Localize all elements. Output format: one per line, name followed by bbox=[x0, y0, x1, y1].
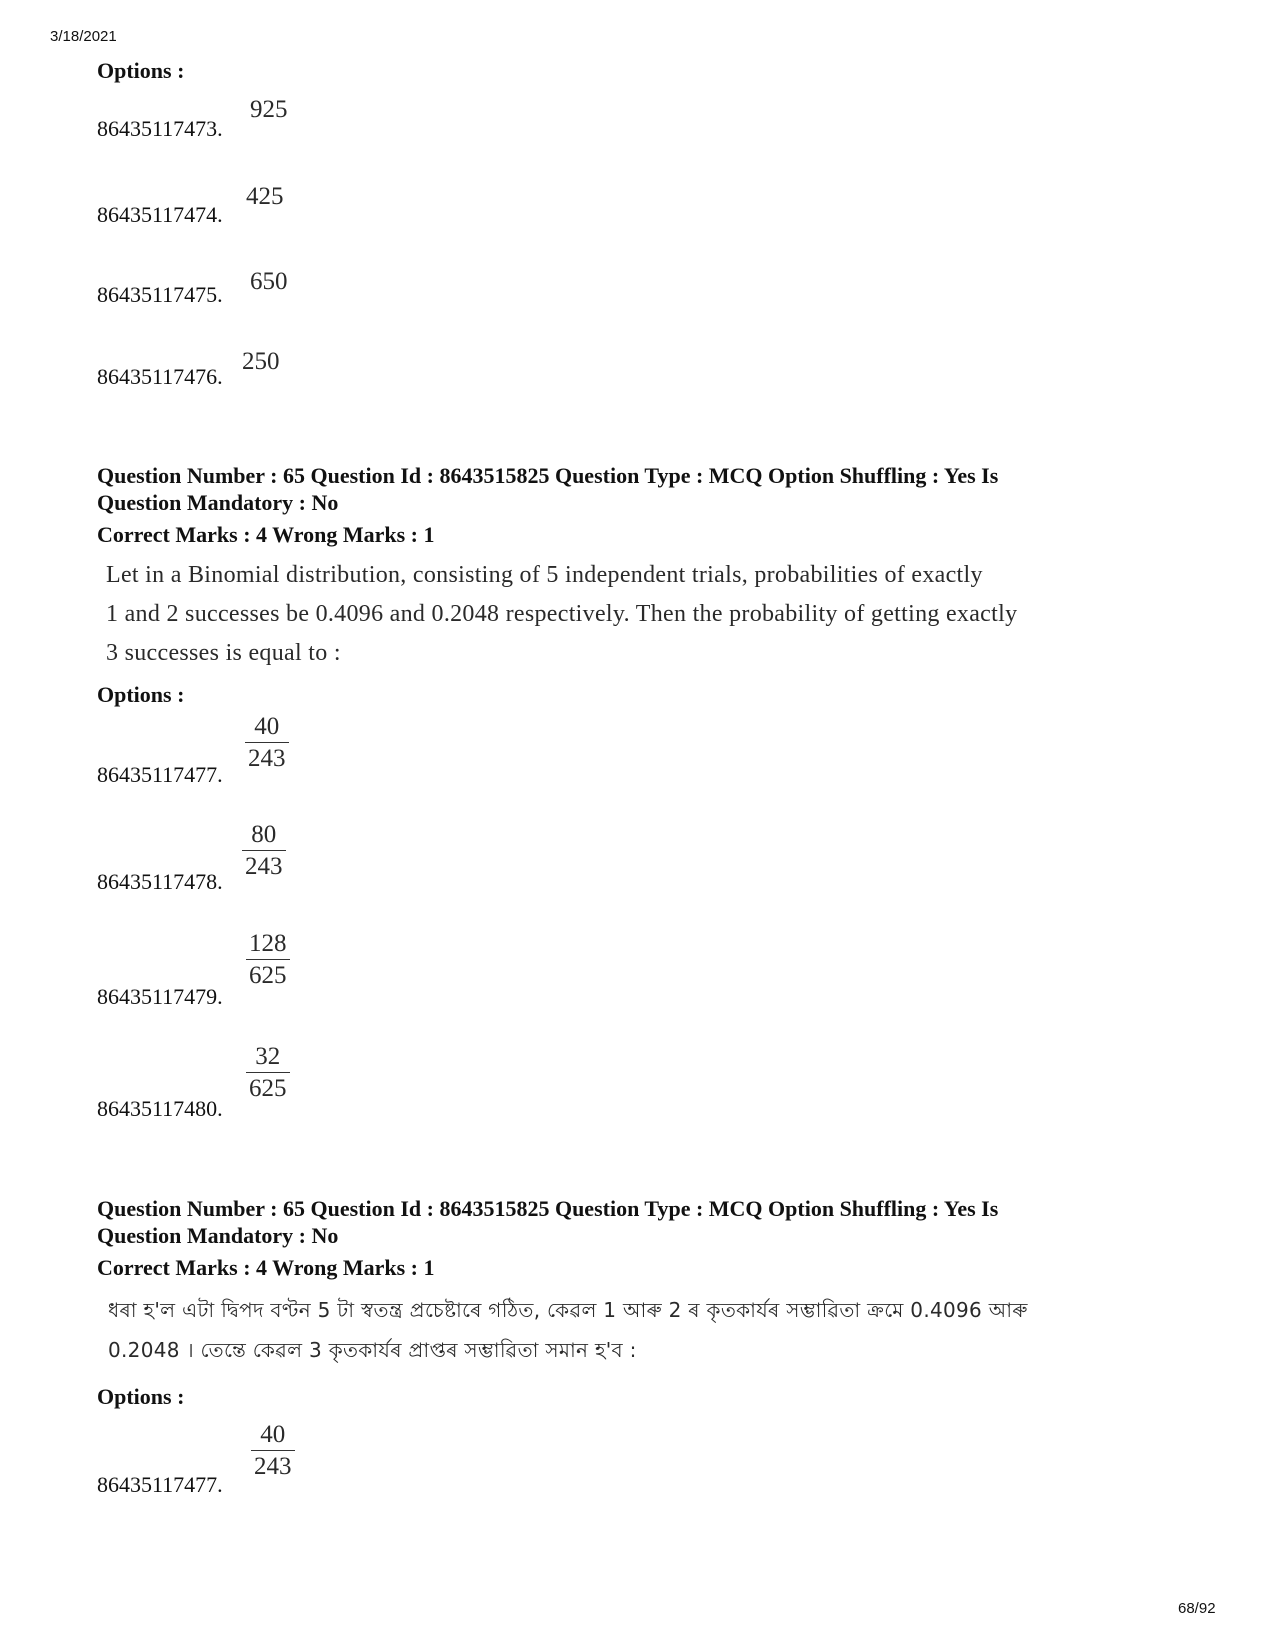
options-label: Options : bbox=[97, 1384, 185, 1409]
option-id: 86435117476. bbox=[97, 364, 223, 389]
fraction-denominator: 625 bbox=[249, 962, 287, 989]
fraction-numerator: 40 bbox=[260, 1421, 286, 1448]
option-id: 86435117473. bbox=[97, 116, 223, 141]
option-fraction bbox=[251, 1420, 295, 1483]
question-text bbox=[106, 556, 1146, 673]
option-id: 86435117477. bbox=[97, 1472, 223, 1497]
option-fraction bbox=[245, 712, 289, 775]
option-fraction bbox=[246, 929, 290, 992]
fraction-denominator: 243 bbox=[254, 1453, 292, 1480]
question-text-line: 0.2048 । তেন্তে কেৱল 3 কৃতকাৰ্যৰ প্ৰাপ্তৰ সম্ভাৱিতা সমান হ'ব : bbox=[108, 1338, 637, 1362]
option-id: 86435117478. bbox=[97, 869, 223, 894]
question-marks: Correct Marks : 4 Wrong Marks : 1 bbox=[97, 522, 435, 547]
option-id: 86435117480. bbox=[97, 1096, 223, 1121]
question-text-line: ধৰা হ'ল এটা দ্বিপদ বণ্টন 5 টা স্বতন্ত্ৰ প্ৰচেষ্টাৰে গঠিত, কেৱল 1 আৰু 2 ৰ কৃতকাৰ্যৰ সম্ভাৱিতা ক্ৰমে 0.4096 আৰু bbox=[108, 1298, 1028, 1322]
print-date: 3/18/2021 bbox=[50, 28, 117, 45]
question-mandatory: Question Mandatory : No bbox=[97, 490, 339, 515]
fraction-denominator: 243 bbox=[248, 745, 286, 772]
question-text-line: 3 successes is equal to : bbox=[106, 640, 341, 666]
option-fraction bbox=[246, 1042, 290, 1105]
question-text-line: 1 and 2 successes be 0.4096 and 0.2048 respectively. Then the probability of getting exactly bbox=[106, 601, 1018, 627]
fraction-denominator: 243 bbox=[245, 853, 283, 880]
question-text-assamese bbox=[108, 1290, 1148, 1370]
option-value: 250 bbox=[242, 348, 280, 375]
question-marks: Correct Marks : 4 Wrong Marks : 1 bbox=[97, 1255, 435, 1280]
question-mandatory: Question Mandatory : No bbox=[97, 1223, 339, 1248]
question-meta: Question Number : 65 Question Id : 8643515825 Question Type : MCQ Option Shuffling : Yes Is bbox=[97, 1196, 999, 1221]
option-id: 86435117479. bbox=[97, 984, 223, 1009]
option-id: 86435117477. bbox=[97, 762, 223, 787]
fraction-numerator: 128 bbox=[249, 930, 287, 957]
option-id: 86435117474. bbox=[97, 202, 223, 227]
options-label: Options : bbox=[97, 58, 185, 83]
question-meta: Question Number : 65 Question Id : 8643515825 Question Type : MCQ Option Shuffling : Yes Is bbox=[97, 463, 999, 488]
options-label: Options : bbox=[97, 682, 185, 707]
option-value: 650 bbox=[250, 268, 288, 295]
fraction-numerator: 32 bbox=[255, 1043, 281, 1070]
option-fraction bbox=[242, 820, 286, 883]
question-text-line: Let in a Binomial distribution, consisting of 5 independent trials, probabilities of exactly bbox=[106, 562, 983, 588]
option-id: 86435117475. bbox=[97, 282, 223, 307]
option-value: 925 bbox=[250, 96, 288, 123]
page-number: 68/92 bbox=[1178, 1600, 1216, 1617]
option-value: 425 bbox=[246, 183, 284, 210]
fraction-numerator: 40 bbox=[254, 713, 280, 740]
fraction-numerator: 80 bbox=[251, 821, 277, 848]
fraction-denominator: 625 bbox=[249, 1075, 287, 1102]
